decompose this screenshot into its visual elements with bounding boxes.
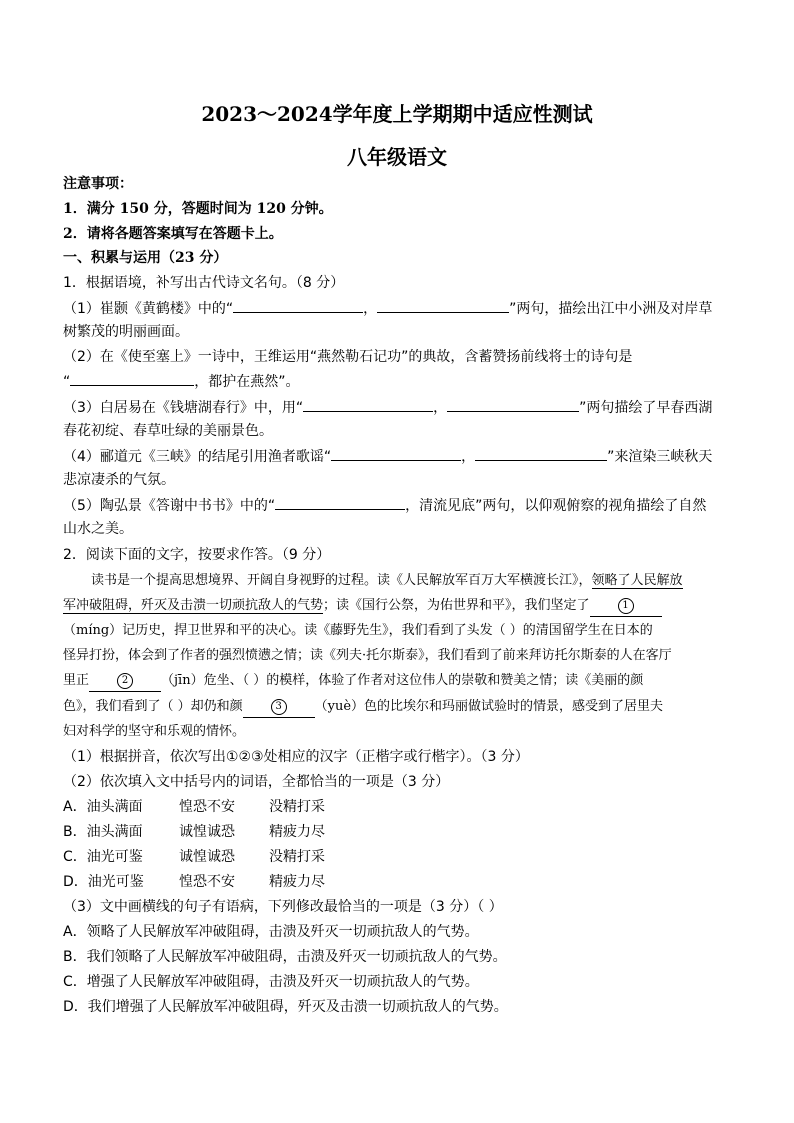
passage-text: 读书是一个提高思想境界、开阔自身视野的过程。读《人民解放军百万大军横渡长江》， bbox=[91, 573, 592, 588]
option-word: A．油头满面 bbox=[63, 799, 143, 815]
answer-blank[interactable] bbox=[275, 495, 405, 510]
option-word: 精疲力尽 bbox=[269, 824, 325, 840]
question-stem: 1．根据语境，补写出古代诗文名句。（8 分） bbox=[63, 275, 345, 291]
question-text: ， bbox=[363, 301, 378, 317]
choice-option[interactable]: C．增强了人民解放军冲破阻碍，击溃及歼灭一切顽抗敌人的气势。 bbox=[63, 974, 479, 990]
option-word: 没精打采 bbox=[269, 849, 325, 865]
option-word: B．油头满面 bbox=[63, 824, 143, 840]
option-word: 惶恐不安 bbox=[179, 874, 235, 890]
blank-mark-2[interactable] bbox=[89, 671, 161, 692]
answer-blank[interactable] bbox=[233, 298, 363, 313]
option-word: D．油光可鉴 bbox=[63, 874, 144, 890]
passage-text: 妇对科学的坚守和乐观的情怀。 bbox=[63, 724, 246, 739]
question-text: ，清流见底”两句，以仰观俯察的视角描绘了自然 bbox=[405, 498, 707, 514]
option-word: C．油光可鉴 bbox=[63, 849, 143, 865]
option-word: 惶恐不安 bbox=[179, 799, 235, 815]
answer-blank[interactable] bbox=[475, 446, 607, 461]
circled-number: 2 bbox=[117, 673, 133, 689]
question-stem: 2．阅读下面的文字，按要求作答。（9 分） bbox=[63, 547, 331, 563]
question-text: ， bbox=[461, 449, 476, 465]
passage-text: ；读《国行公祭，为佑世界和平》，我们坚定了 bbox=[323, 598, 590, 613]
option-word: 诚惶诚恐 bbox=[179, 824, 235, 840]
answer-blank[interactable] bbox=[377, 298, 509, 313]
choice-option[interactable] bbox=[63, 797, 733, 817]
question-text: 悲凉凄杀的气氛。 bbox=[63, 472, 175, 488]
notice-item: 2．请将各题答案填写在答题卡上。 bbox=[63, 226, 283, 242]
sub-question: （2）依次填入文中括号内的词语，全都恰当的一项是（3 分） bbox=[63, 774, 450, 790]
question-text: （4）郦道元《三峡》的结尾引用渔者歌谣“ bbox=[63, 449, 332, 465]
option-word: 诚惶诚恐 bbox=[179, 849, 235, 865]
question-text: 树繁茂的明丽画面。 bbox=[63, 324, 189, 340]
question-text: 春花初绽、春草吐绿的美丽景色。 bbox=[63, 423, 273, 439]
question-text: ”两句，描绘出江中小洲及对岸草 bbox=[509, 301, 713, 317]
question-text: （2）在《使至塞上》一诗中，王维运用“燕然勒石记功”的典故，含蓄赞扬前线将士的诗句是 bbox=[63, 349, 633, 365]
passage-text: （míng）记历史，捍卫世界和平的决心。读《藤野先生》，我们看到了头发（ ）的清国留学生在日本的 bbox=[63, 623, 653, 638]
passage-line bbox=[63, 697, 733, 718]
circled-number: 3 bbox=[271, 699, 287, 715]
choice-option[interactable] bbox=[63, 872, 733, 892]
answer-blank[interactable] bbox=[303, 397, 433, 412]
question-text: （1）崔颢《黄鹤楼》中的“ bbox=[63, 301, 234, 317]
answer-blank[interactable] bbox=[331, 446, 461, 461]
option-word: 精疲力尽 bbox=[269, 874, 325, 890]
passage-text: 色》，我们看到了（ ）却仍和颜 bbox=[63, 699, 243, 714]
passage-text: 里正 bbox=[63, 673, 90, 688]
circled-number: 1 bbox=[618, 598, 634, 614]
choice-option[interactable]: D．我们增强了人民解放军冲破阻碍，歼灭及击溃一切顽抗敌人的气势。 bbox=[63, 999, 508, 1015]
choice-option[interactable] bbox=[63, 847, 733, 867]
option-word: 没精打采 bbox=[269, 799, 325, 815]
question-line bbox=[63, 495, 733, 516]
exam-title: 2023～2024学年度上学期期中适应性测试 bbox=[201, 102, 593, 126]
passage-line bbox=[91, 571, 731, 591]
question-text: ”两句描绘了早春西湖 bbox=[579, 400, 713, 416]
question-text: （5）陶弘景《答谢中书书》中的“ bbox=[63, 498, 276, 514]
blank-mark-3[interactable] bbox=[243, 697, 315, 718]
question-text: ”来渲染三峡秋天 bbox=[607, 449, 713, 465]
question-text: 山水之美。 bbox=[63, 521, 133, 537]
passage-text: （jīn）危坐、（ ）的模样，体验了作者对这位伟人的崇敬和赞美之情；读《美丽的颜 bbox=[161, 673, 644, 688]
choice-option[interactable]: B．我们领略了人民解放军冲破阻碍，击溃及歼灭一切顽抗敌人的气势。 bbox=[63, 949, 507, 965]
underlined-sentence: 军冲破阻碍，歼灭及击溃一切顽抗敌人的气势 bbox=[63, 598, 324, 613]
sub-question: （3）文中画横线的句子有语病，下列修改最恰当的一项是（3 分）（ ） bbox=[63, 899, 503, 915]
sub-question: （1）根据拼音，依次写出①②③处相应的汉字（正楷字或行楷字）。（3 分） bbox=[63, 749, 529, 765]
passage-text: （yuè）色的比埃尔和玛丽做试验时的情景，感受到了居里夫 bbox=[314, 699, 664, 714]
underlined-sentence: 领略了人民解放 bbox=[591, 573, 683, 588]
question-text: （3）白居易在《钱塘湖春行》中，用“ bbox=[63, 400, 304, 416]
question-text: ， bbox=[433, 400, 448, 416]
question-text: “ bbox=[63, 374, 71, 390]
notice-item: 1．满分 150 分，答题时间为 120 分钟。 bbox=[63, 201, 333, 217]
passage-line bbox=[63, 596, 733, 617]
notice-heading: 注意事项： bbox=[63, 176, 133, 192]
question-line bbox=[63, 371, 733, 392]
section-heading: 一、积累与运用（23 分） bbox=[63, 250, 228, 266]
choice-option[interactable] bbox=[63, 822, 733, 842]
question-line bbox=[63, 446, 733, 467]
answer-blank[interactable] bbox=[447, 397, 579, 412]
answer-blank[interactable] bbox=[70, 371, 194, 386]
passage-text: 怪异打扮，体会到了作者的强烈愤懑之情；读《列夫·托尔斯泰》，我们看到了前来拜访托尔斯泰的人在客厅 bbox=[63, 648, 672, 663]
question-line bbox=[63, 397, 733, 418]
exam-subtitle: 八年级语文 bbox=[347, 145, 447, 169]
passage-line bbox=[63, 671, 733, 692]
blank-mark-1[interactable] bbox=[590, 596, 662, 617]
choice-option[interactable]: A．领略了人民解放军冲破阻碍，击溃及歼灭一切顽抗敌人的气势。 bbox=[63, 924, 479, 940]
question-line bbox=[63, 298, 733, 319]
question-text: ，都护在燕然”。 bbox=[194, 374, 300, 390]
